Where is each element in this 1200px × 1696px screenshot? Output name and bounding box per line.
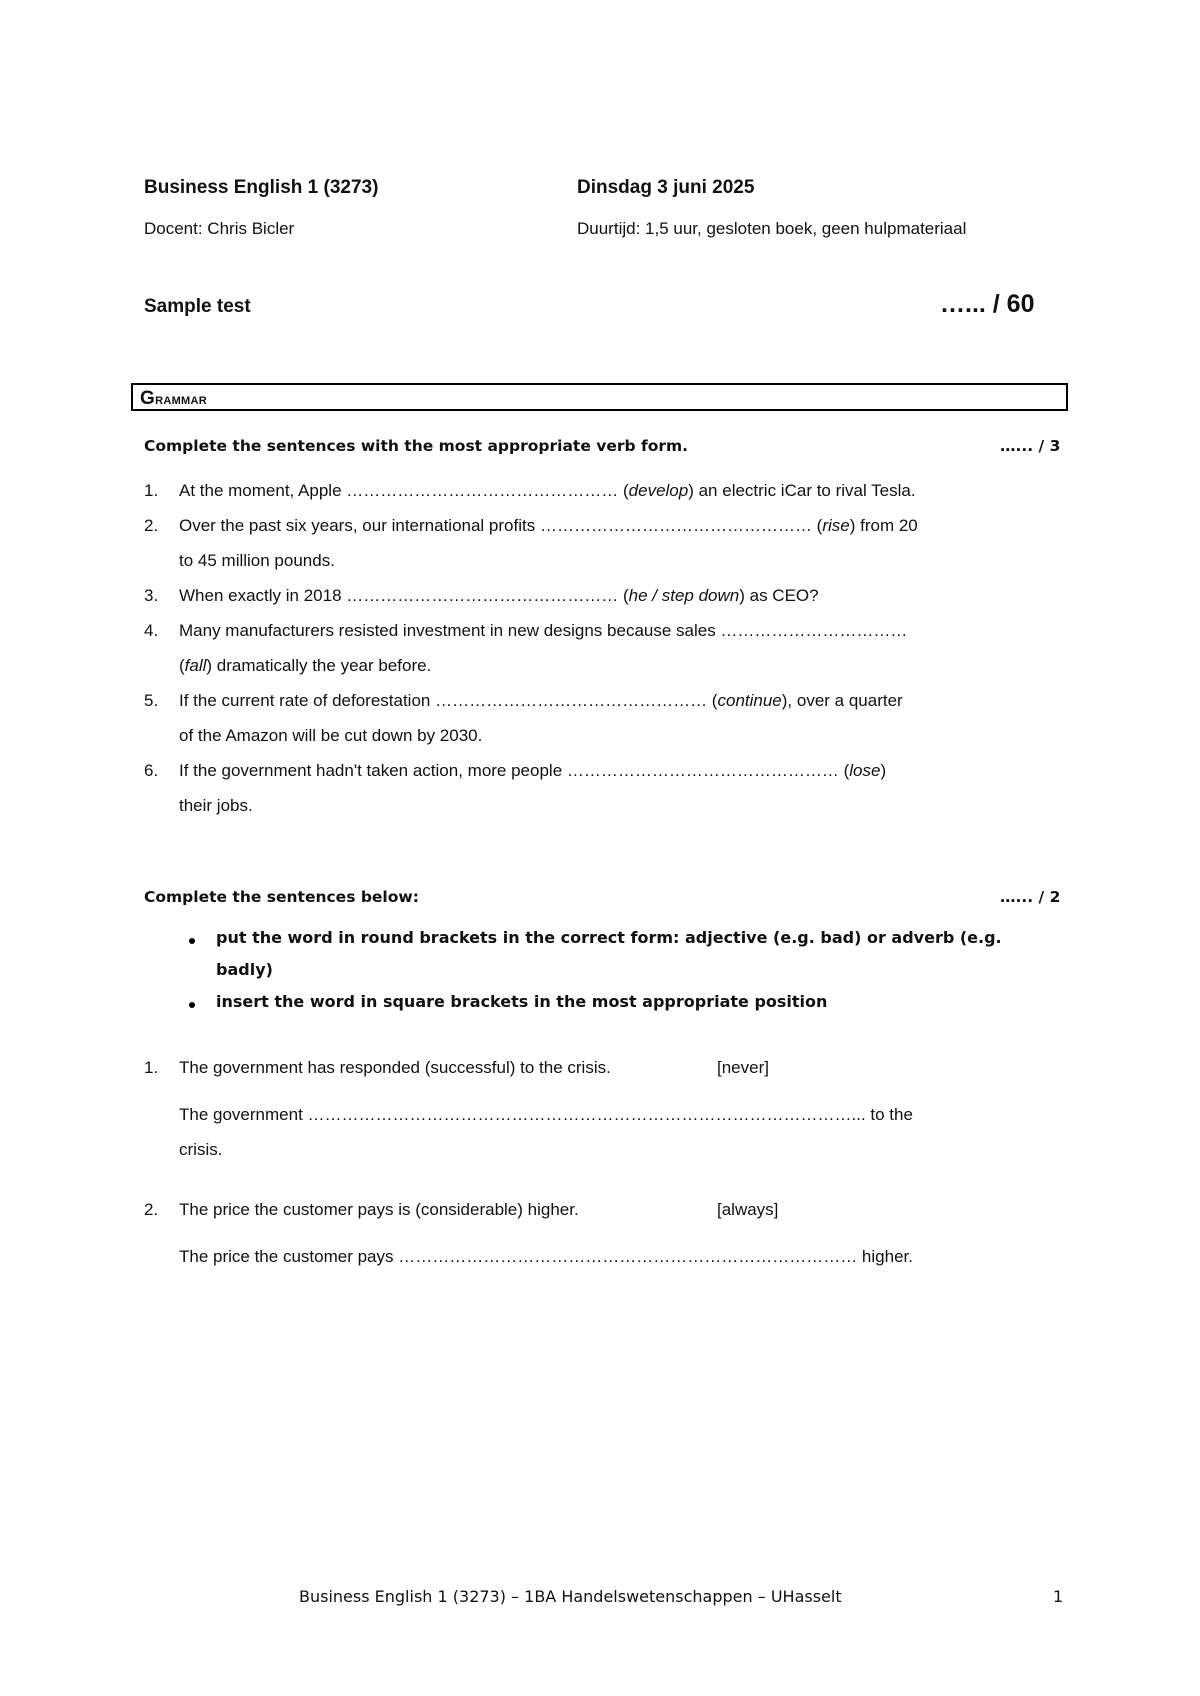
footer-text: Business English 1 (3273) – 1BA Handelswetenschappen – UHasselt (299, 1587, 842, 1606)
bullet-icon (189, 1002, 195, 1008)
item-number: 6. (144, 761, 159, 780)
part2-score: …... / 2 (1000, 888, 1061, 906)
item-number: 2. (144, 516, 159, 535)
grammar-section-header (131, 383, 1068, 411)
answer-line-continued: crisis. (179, 1140, 223, 1159)
item-number: 5. (144, 691, 159, 710)
part1-score: …... / 3 (1000, 437, 1061, 455)
exam-date: Dinsdag 3 juni 2025 (577, 177, 755, 198)
grammar-section-title: Grammar (140, 388, 207, 409)
source-sentence: The government has responded (successful) to the crisis. (179, 1058, 611, 1077)
question-line: If the government hadn't taken action, more people ………………………………………… (lose) (179, 761, 887, 780)
item-number: 2. (144, 1200, 159, 1219)
insert-word: [always] (717, 1200, 779, 1219)
question-line-continued: to 45 million pounds. (179, 551, 335, 570)
test-label: Sample test (144, 296, 251, 317)
question-line: Many manufacturers resisted investment in new designs because sales …………………………… (179, 621, 908, 640)
question-line-continued: their jobs. (179, 796, 253, 815)
item-number: 1. (144, 481, 159, 500)
instruction-bullet: insert the word in square brackets in the most appropriate position (216, 992, 828, 1011)
question-line: Over the past six years, our international profits ………………………………………… (rise) from 20 (179, 516, 918, 535)
bullet-icon (189, 938, 195, 944)
question-line-continued: (fall) dramatically the year before. (179, 656, 432, 675)
insert-word: [never] (717, 1058, 769, 1077)
exam-duration: Duurtijd: 1,5 uur, gesloten boek, geen hulpmateriaal (577, 219, 967, 238)
question-line-continued: of the Amazon will be cut down by 2030. (179, 726, 483, 745)
question-line: When exactly in 2018 ………………………………………… (he / step down) as CEO? (179, 586, 819, 605)
part1-instruction: Complete the sentences with the most appropriate verb form. (144, 437, 689, 455)
answer-line: The government ……………………………………………………………………………………... to the (179, 1105, 913, 1124)
source-sentence: The price the customer pays is (considerable) higher. (179, 1200, 579, 1219)
question-line: At the moment, Apple ………………………………………… (develop) an electric iCar to rival Tesla. (179, 481, 916, 500)
item-number: 1. (144, 1058, 159, 1077)
instruction-bullet: put the word in round brackets in the correct form: adjective (e.g. bad) or adverb (e.g. (216, 928, 1002, 947)
item-number: 4. (144, 621, 159, 640)
item-number: 3. (144, 586, 159, 605)
instruction-bullet-continued: badly) (216, 960, 273, 979)
teacher-name: Docent: Chris Bicler (144, 219, 295, 238)
course-title: Business English 1 (3273) (144, 177, 379, 198)
question-line: If the current rate of deforestation ………………………………………… (continue), over a quarter (179, 691, 903, 710)
part2-instruction: Complete the sentences below: (144, 888, 419, 906)
answer-line: The price the customer pays ……………………………………………………………………… higher. (179, 1247, 913, 1266)
total-score: …... / 60 (940, 290, 1035, 318)
page-number: 1 (1053, 1587, 1064, 1606)
